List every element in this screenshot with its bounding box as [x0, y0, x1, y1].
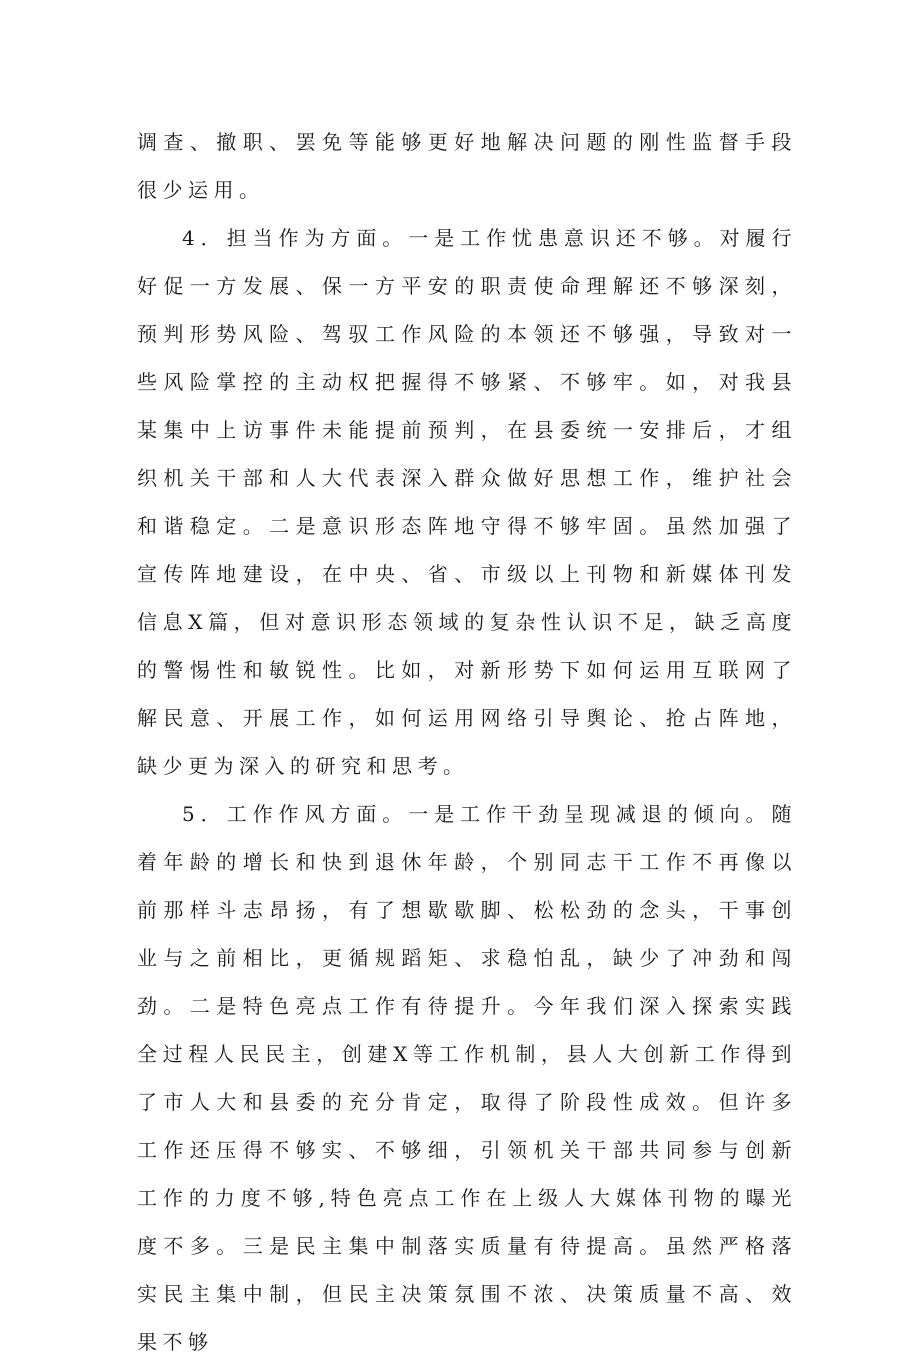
document-body	[137, 118, 797, 1366]
paragraph-section-4: 4．担当作为方面。一是工作忧患意识还不够。对履行好促一方发展、保一方平安的职责使命理解还不够深刻，预判形势风险、驾驭工作风险的本领还不够强，导致对一些风险掌控的主动权把握得不够紧、不够牢。如，对我县某集中上访事件未能提前预判，在县委统一安排后，才组织机关干部和人大代表深入群众做好思想工作，维护社会和谐稳定。二是意识形态阵地守得不够牢固。虽然加强了宣传阵地建设，在中央、省、市级以上刊物和新媒体刊发信息X篇，但对意识形态领域的复杂性认识不足，缺乏高度的警惕性和敏锐性。比如，对新形势下如何运用互联网了解民意、开展工作，如何运用网络引导舆论、抢占阵地，缺少更为深入的研究和思考。	[137, 226, 797, 778]
paragraph-continuation: 调查、撤职、罢免等能够更好地解决问题的刚性监督手段很少运用。	[137, 130, 797, 202]
paragraph-section-5: 5．工作作风方面。一是工作干劲呈现减退的倾向。随着年龄的增长和快到退休年龄，个别同志干工作不再像以前那样斗志昂扬，有了想歇歇脚、松松劲的念头，干事创业与之前相比，更循规蹈矩、求稳怕乱，缺少了冲劲和闯劲。二是特色亮点工作有待提升。今年我们深入探索实践全过程人民民主，创建X等工作机制，县人大创新工作得到了市人大和县委的充分肯定，取得了阶段性成效。但许多工作还压得不够实、不够细，引领机关干部共同参与创新工作的力度不够,特色亮点工作在上级人大媒体刊物的曝光度不多。三是民主集中制落实质量有待提高。虽然严格落实民主集中制，但民主决策氛围不浓、决策质量不高、效果不够	[137, 802, 797, 1354]
